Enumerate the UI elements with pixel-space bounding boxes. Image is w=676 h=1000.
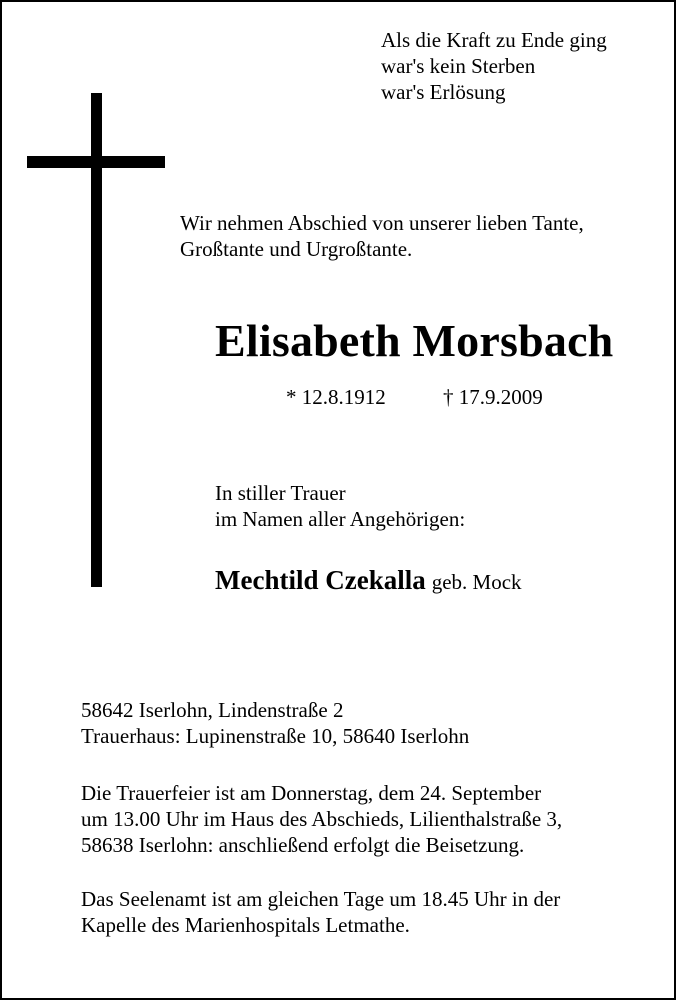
birth-date: * 12.8.1912 <box>286 385 386 409</box>
deceased-name-block <box>0 314 676 368</box>
signatory-maiden-name: geb. Mock <box>431 570 522 594</box>
death-date: † 17.9.2009 <box>443 385 543 409</box>
intro-line: Großtante und Urgroßtante. <box>180 237 413 261</box>
farewell-intro <box>180 210 584 262</box>
funeral-ceremony-info <box>81 780 562 858</box>
requiem-line: Das Seelenamt ist am gleichen Tage um 18.45 Uhr in der <box>81 887 561 911</box>
mourning-text <box>215 480 465 532</box>
address-line: 58642 Iserlohn, Lindenstraße 2 <box>81 698 344 722</box>
ceremony-line: Die Trauerfeier ist am Donnerstag, dem 24. September <box>81 781 542 805</box>
intro-line: Wir nehmen Abschied von unserer lieben Tante, <box>180 211 584 235</box>
ceremony-line: 58638 Iserlohn: anschließend erfolgt die Beisetzung. <box>81 833 525 857</box>
signatory <box>215 565 522 596</box>
ceremony-line: um 13.00 Uhr im Haus des Abschieds, Lilienthalstraße 3, <box>81 807 563 831</box>
requiem-line: Kapelle des Marienhospitals Letmathe. <box>81 913 410 937</box>
mourning-line: In stiller Trauer <box>215 481 346 505</box>
cross-icon-horizontal-bar <box>27 156 165 168</box>
poem-verse <box>381 27 607 105</box>
signatory-name: Mechtild Czekalla <box>215 565 426 595</box>
requiem-mass-info <box>81 886 560 938</box>
poem-line: Als die Kraft zu Ende ging <box>381 28 607 52</box>
poem-line: war's kein Sterben <box>381 54 536 78</box>
address-line: Trauerhaus: Lupinenstraße 10, 58640 Iserlohn <box>81 724 470 748</box>
mourning-line: im Namen aller Angehörigen: <box>215 507 466 531</box>
deceased-name: Elisabeth Morsbach <box>215 315 614 366</box>
poem-line: war's Erlösung <box>381 80 506 104</box>
addresses <box>81 697 469 749</box>
